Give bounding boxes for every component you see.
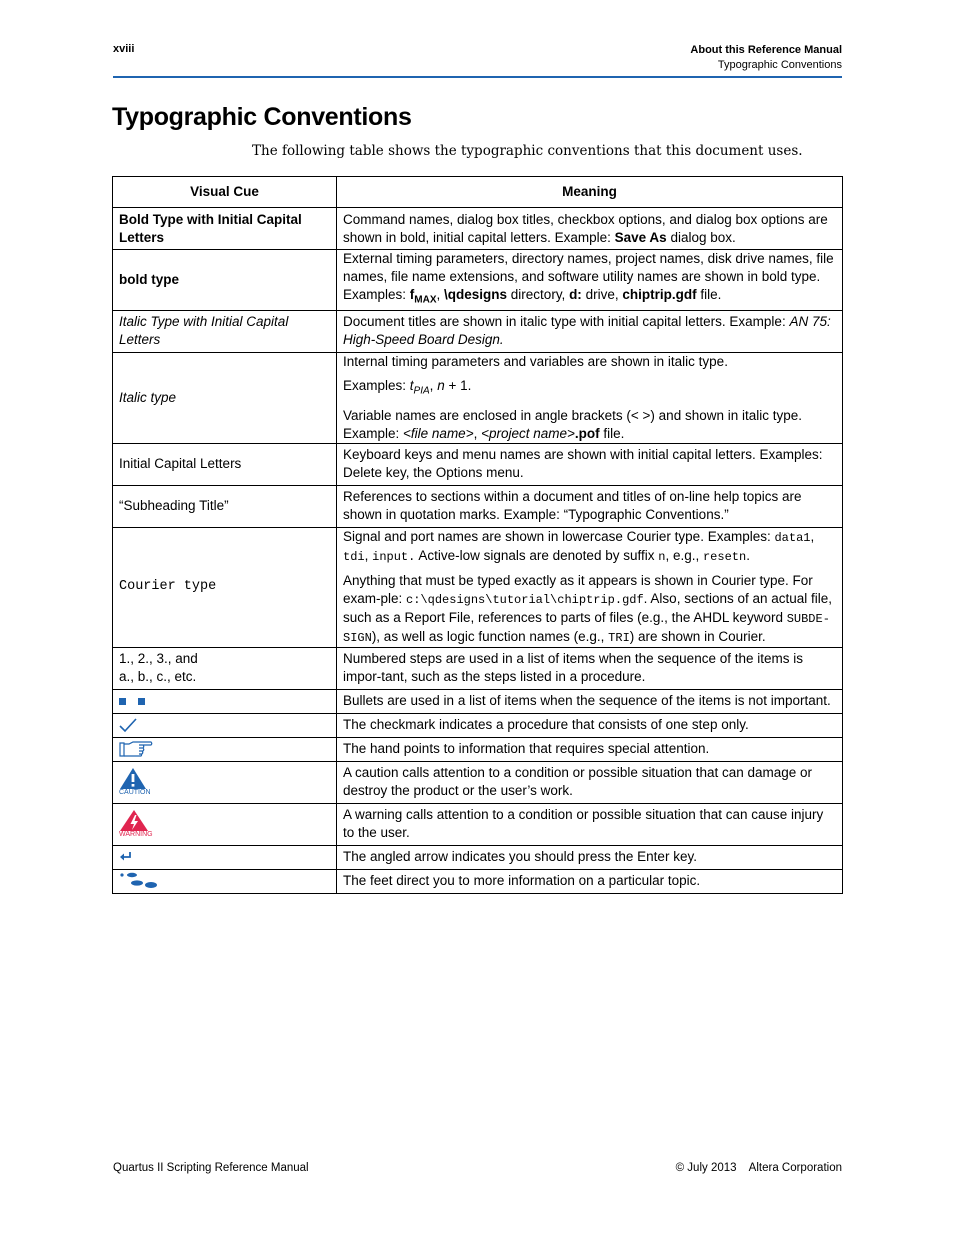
table-row — [113, 310, 843, 352]
table-row — [113, 208, 843, 250]
caution-label: CAUTION — [119, 789, 151, 797]
table-row — [113, 352, 843, 443]
meaning-cell: The angled arrow indicates you should press the Enter key. — [337, 845, 843, 869]
col-visual-cue: Visual Cue — [113, 177, 337, 208]
section-name: Typographic Conventions — [717, 59, 842, 71]
cue-cell: “Subheading Title” — [113, 485, 337, 527]
col-meaning: Meaning — [337, 177, 843, 208]
feet-icon — [119, 871, 159, 891]
meaning-cell: A caution calls attention to a condition or possible situation that can damage or destroy the product or the user’s work. — [337, 761, 843, 803]
meaning-cell: Numbered steps are used in a list of items when the sequence of the items is impor-tant, such as the steps listed in a procedure. — [337, 647, 843, 689]
manual-title: About this Reference Manual — [690, 44, 842, 56]
cue-cell: Initial Capital Letters — [113, 443, 337, 485]
pointing-hand-icon — [119, 741, 153, 757]
meaning-cell: Keyboard keys and menu names are shown with initial capital letters. Examples: Delete key, the Options menu. — [337, 443, 843, 485]
cue-cell: Bold Type with Initial Capital Letters — [113, 208, 337, 250]
cue-cell: Italic Type with Initial Capital Letters — [113, 310, 337, 352]
meaning-cell: Internal timing parameters and variables are shown in italic type. Examples: $t_{PIA}$, n + 1. Variable names are enclosed in angle brackets (< >) and shown in italic type. Example: <file name>, <project name>.pof file. — [337, 352, 843, 443]
footer-copyright: © July 2013 Altera Corporation — [675, 1162, 842, 1174]
warning-label: WARNING — [119, 831, 153, 839]
table-row — [113, 485, 843, 527]
page-number: xviii — [113, 43, 135, 55]
meaning-cell: Document titles are shown in italic type with initial capital letters. Example: AN 75: High-Speed Board Design. — [337, 310, 843, 352]
header-rule — [113, 76, 842, 78]
meaning-cell: External timing parameters, directory names, project names, disk drive names, file names, file name extensions, and software utility names are shown in bold type. Examples: $f_{MAX}$, \qdesigns directory, d: drive, chiptrip.gdf file. — [337, 250, 843, 311]
meaning-cell: Command names, dialog box titles, checkbox options, and dialog box options are shown in bold, initial capital letters. Example: Save As dialog box. — [337, 208, 843, 250]
cue-cell: 1., 2., 3., and a., b., c., etc. — [113, 647, 337, 689]
table-row — [113, 527, 843, 647]
meaning-cell: Signal and port names are shown in lowercase Courier type. Examples: data1, tdi, input. Active-low signals are denoted by suffix n, e.g., resetn. Anything that must be typed exactly as it appears is shown in Courier type. For exam-ple: c:\qdesigns\tutorial\chiptrip.gdf. Also, sections of an actual file, such as a Report File, references to parts of files (e.g., the AHDL keyword SUBDE-SIGN), as well as logic function names (e.g., TRI) are shown in Courier. — [337, 527, 843, 647]
meaning-cell: Bullets are used in a list of items when the sequence of the items is not important. — [337, 689, 843, 713]
intro-text: The following table shows the typographic conventions that this document uses. — [252, 143, 803, 159]
table-row — [113, 689, 843, 713]
enter-arrow-icon — [119, 851, 135, 863]
bullets-icon — [113, 689, 337, 713]
meaning-cell: The feet direct you to more information on a particular topic. — [337, 869, 843, 893]
table-row — [113, 250, 843, 311]
table-row — [113, 647, 843, 689]
cue-cell: Courier type — [113, 527, 337, 647]
conventions-table — [112, 176, 843, 894]
cue-cell: bold type — [113, 250, 337, 311]
footer-manual-name: Quartus II Scripting Reference Manual — [113, 1162, 309, 1174]
table-row — [113, 845, 843, 869]
page-title: Typographic Conventions — [112, 103, 412, 131]
meaning-cell: The checkmark indicates a procedure that consists of one step only. — [337, 713, 843, 737]
table-row — [113, 761, 843, 803]
running-header — [690, 43, 842, 73]
meaning-cell: The hand points to information that requires special attention. — [337, 737, 843, 761]
table-row — [113, 737, 843, 761]
meaning-cell: A warning calls attention to a condition or possible situation that can cause injury to the user. — [337, 803, 843, 845]
table-header-row — [113, 177, 843, 208]
cue-cell: Italic type — [113, 352, 337, 443]
table-row — [113, 803, 843, 845]
table-row — [113, 443, 843, 485]
table-row — [113, 869, 843, 893]
table-row — [113, 713, 843, 737]
checkmark-icon — [119, 717, 137, 733]
meaning-cell: References to sections within a document and titles of on-line help topics are shown in quotation marks. Example: “Typographic Conventions.” — [337, 485, 843, 527]
